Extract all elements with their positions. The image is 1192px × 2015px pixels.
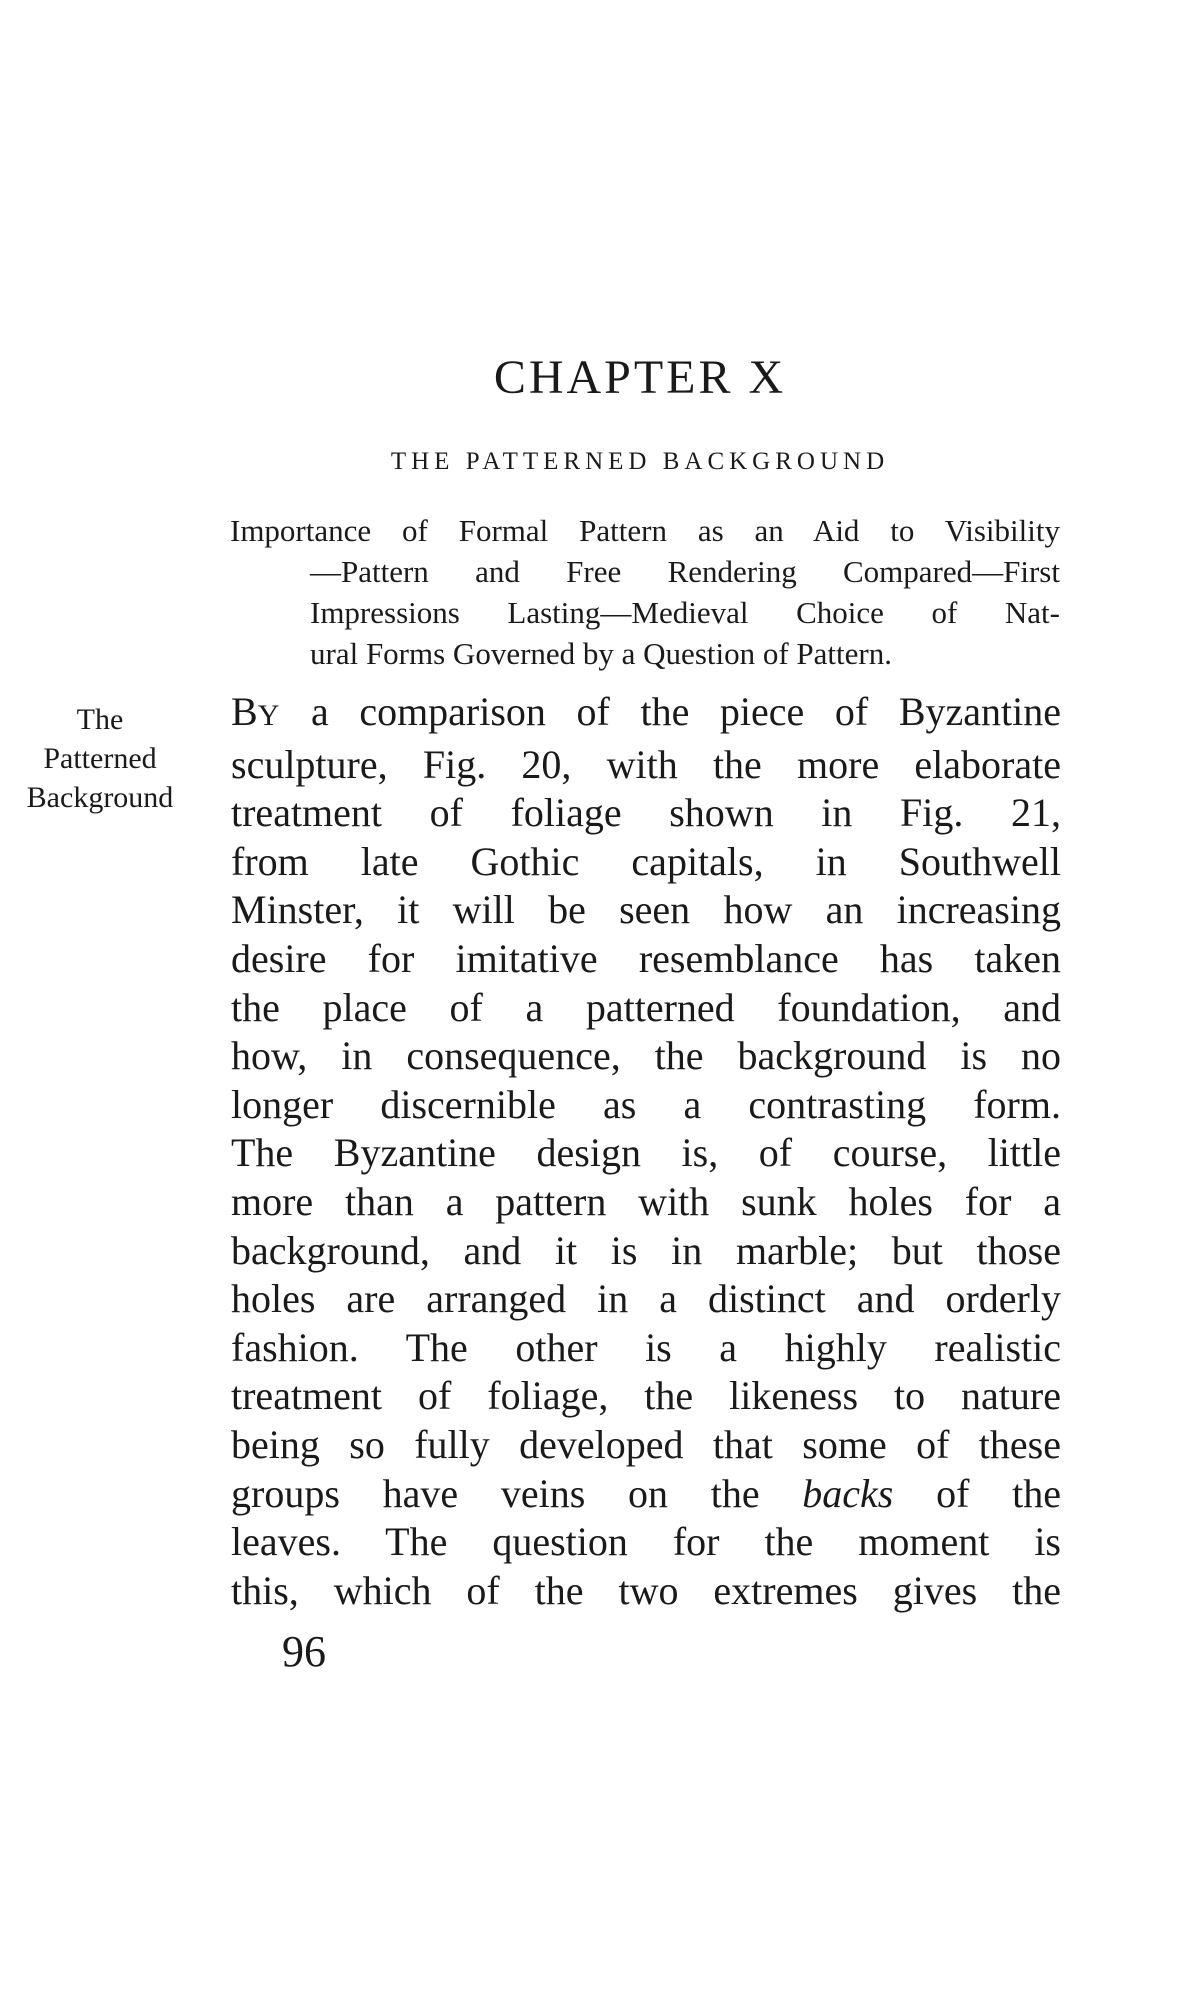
margin-note-line: Patterned <box>43 742 157 775</box>
body-line-text: of the <box>893 1470 1061 1516</box>
body-line: treatment of foliage shown in Fig. 21, <box>231 790 1061 836</box>
body-text <box>231 688 1061 1615</box>
body-line: sculpture, Fig. 20, with the more elaborate <box>231 741 1061 787</box>
synopsis-line: Importance of Formal Pattern as an Aid to Visibility <box>230 513 1060 548</box>
body-line <box>231 688 1061 741</box>
body-line: longer discernible as a contrasting form. <box>231 1081 1061 1127</box>
margin-note <box>0 700 200 817</box>
body-line: The Byzantine design is, of course, little <box>231 1130 1061 1176</box>
chapter-subtitle: THE PATTERNED BACKGROUND <box>390 448 890 475</box>
synopsis-line: Impressions Lasting—Medieval Choice of Nat- <box>310 595 1060 630</box>
margin-note-line: The <box>76 703 124 736</box>
body-line: holes are arranged in a distinct and orderly <box>231 1276 1061 1322</box>
body-line-text: a comparison of the piece of Byzantine <box>280 689 1061 734</box>
lead-smallcaps: Y <box>257 699 281 732</box>
chapter-title: CHAPTER X <box>493 351 787 404</box>
body-line: the place of a patterned foundation, and <box>231 984 1061 1030</box>
page-number: 96 <box>282 1627 326 1676</box>
body-line <box>231 1470 1061 1519</box>
body-line: background, and it is in marble; but those <box>231 1227 1061 1273</box>
synopsis-line: —Pattern and Free Rendering Compared—First <box>310 554 1060 589</box>
body-line: Minster, it will be seen how an increasing <box>231 887 1061 933</box>
body-line-text: groups have veins on the <box>231 1470 803 1516</box>
body-line: more than a pattern with sunk holes for a <box>231 1178 1061 1224</box>
body-line: from late Gothic capitals, in Southwell <box>231 838 1061 884</box>
body-line: desire for imitative resemblance has taken <box>231 935 1061 981</box>
italic-word: backs <box>802 1470 894 1516</box>
lead-initial: B <box>231 689 258 734</box>
body-line: leaves. The question for the moment is <box>231 1519 1061 1565</box>
chapter-synopsis <box>230 510 1060 674</box>
body-line: how, in consequence, the background is no <box>231 1033 1061 1079</box>
body-line: being so fully developed that some of these <box>231 1421 1061 1467</box>
margin-note-line: Background <box>26 781 174 814</box>
body-line: fashion. The other is a highly realistic <box>231 1324 1061 1370</box>
body-line: this, which of the two extremes gives the <box>231 1567 1061 1613</box>
synopsis-line: ural Forms Governed by a Question of Pattern. <box>310 636 892 671</box>
body-line: treatment of foliage, the likeness to nature <box>231 1373 1061 1419</box>
